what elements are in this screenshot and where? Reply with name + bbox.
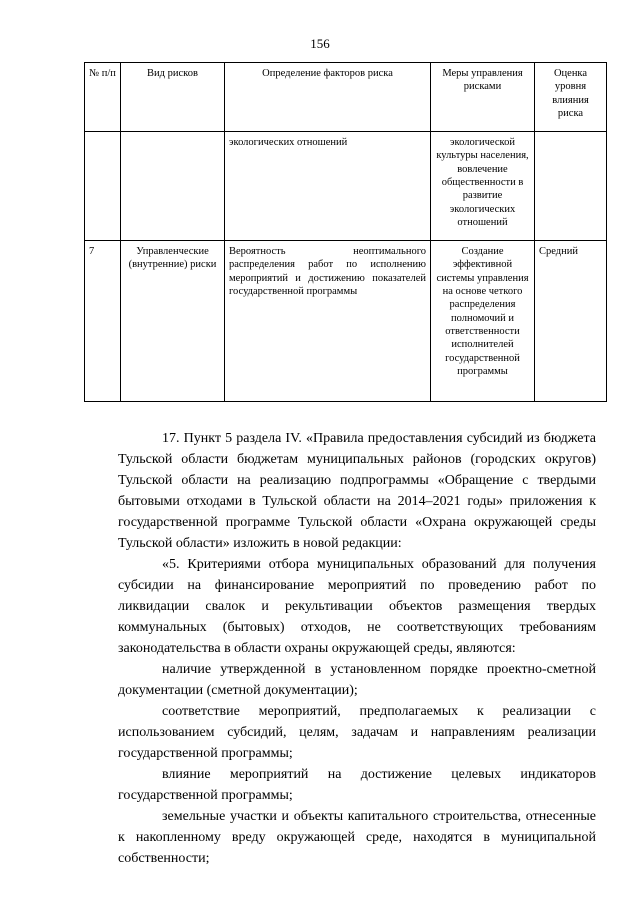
header-risk-measures: Меры управления рисками — [431, 63, 535, 132]
header-risk-factors: Определение факторов риска — [225, 63, 431, 132]
table-row — [85, 132, 607, 241]
cell-risk-factors: экологических отношений — [225, 132, 431, 241]
header-risk-type: Вид рисков — [121, 63, 225, 132]
header-risk-assessment: Оценка уровня влияния риска — [535, 63, 607, 132]
risk-table — [84, 62, 607, 402]
paragraph: «5. Критериями отбора муниципальных образований для получения субсидии на финансирование мероприятий по проведению работ по ликвидации свалок и рекультивации объектов размещения твердых коммунальных (бытовых) отходов, не соответствующих требованиям законодательства в области охраны окружающей среды, являются: — [118, 557, 596, 656]
document-body — [118, 428, 596, 869]
paragraph: влияние мероприятий на достижение целевых индикаторов государственной программы; — [118, 767, 596, 803]
cell-risk-factors: Вероятность неоптимального распределения работ по исполнению мероприятий и достижению показателей государственной программы — [225, 241, 431, 402]
cell-risk-measures: Создание эффективной системы управления на основе четкого распределения полномочий и ответственности исполнителей государственной программы — [431, 241, 535, 402]
page-number: 156 — [310, 36, 330, 51]
paragraph: наличие утвержденной в установленном порядке проектно-сметной документации (сметной документации); — [118, 662, 596, 698]
cell-number: 7 — [85, 241, 121, 402]
header-number: № п/п — [85, 63, 121, 132]
cell-number — [85, 132, 121, 241]
paragraph: соответствие мероприятий, предполагаемых к реализации с использованием субсидий, целям, задачам и направлениям реализации государственной программы; — [118, 704, 596, 761]
table-header-row — [85, 63, 607, 132]
cell-risk-measures: экологической культуры населения, вовлечение общественности в развитие экологических отношений — [431, 132, 535, 241]
table-row — [85, 241, 607, 402]
cell-risk-assessment — [535, 132, 607, 241]
paragraph: земельные участки и объекты капитального строительства, отнесенные к накопленному вреду окружающей среде, находятся в муниципальной собственности; — [118, 809, 596, 866]
cell-risk-assessment: Средний — [535, 241, 607, 402]
paragraph: 17. Пункт 5 раздела IV. «Правила предоставления субсидий из бюджета Тульской области бюджетам муниципальных районов (городских округов) Тульской области на реализацию подпрограммы «Обращение с твердыми бытовыми отходами в Тульской области на 2014–2021 годы» приложения к государственной программе Тульской области «Охрана окружающей среды Тульской области» изложить в новой редакции: — [118, 431, 596, 551]
cell-risk-type: Управленческие (внутренние) риски — [121, 241, 225, 402]
cell-risk-type — [121, 132, 225, 241]
